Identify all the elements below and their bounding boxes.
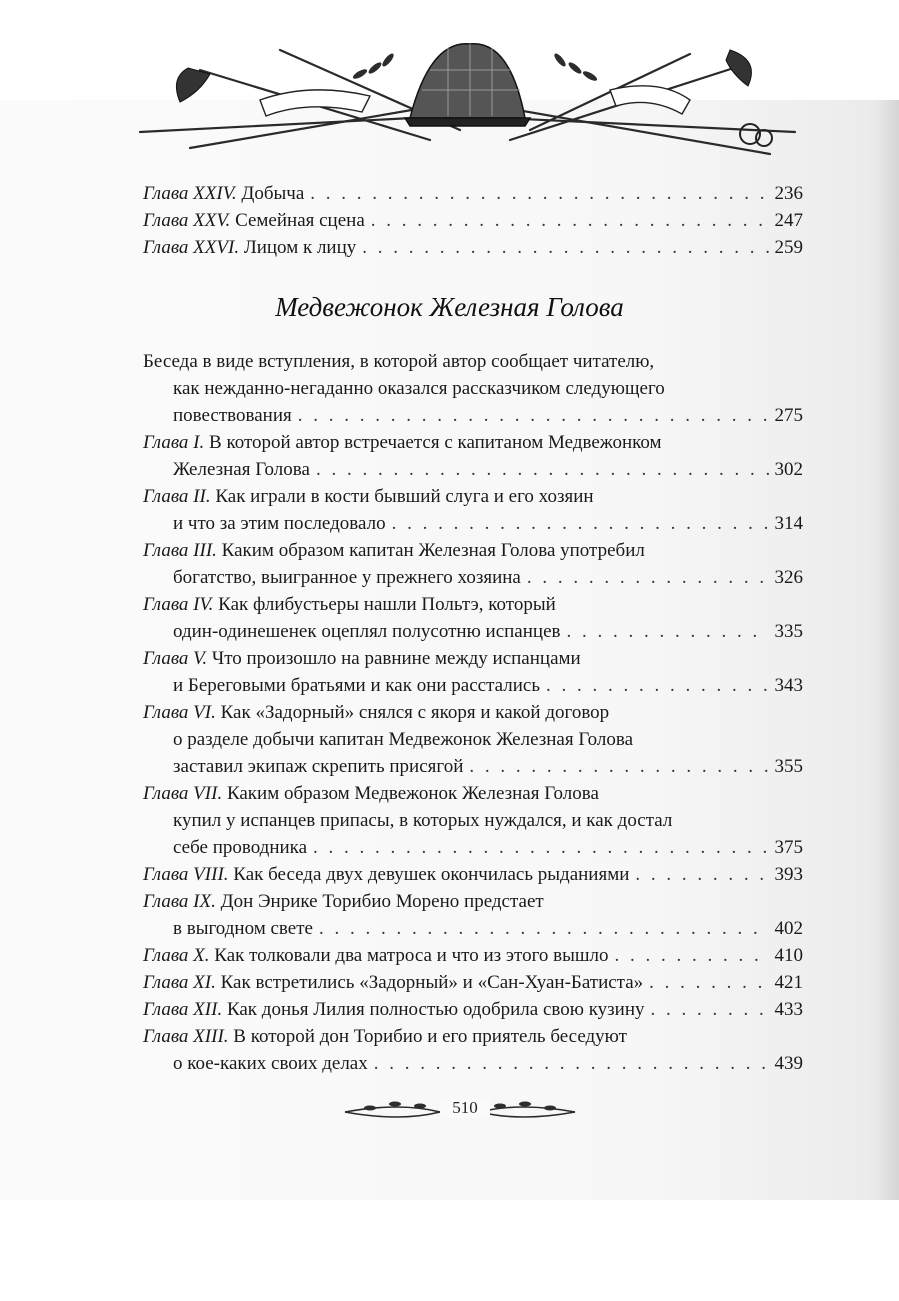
toc-previous-section xyxy=(143,180,803,261)
dot-leader xyxy=(316,456,769,483)
dot-leader xyxy=(392,510,769,537)
entry-line xyxy=(143,483,803,510)
entry-text: как нежданно-негаданно оказался рассказчиком следующего xyxy=(173,378,665,399)
entry-text: купил у испанцев припасы, в которых нуждался, и как достал xyxy=(173,810,673,831)
entry-text: Как «Задорный» снялся с якоря и какой договор xyxy=(220,702,610,723)
chapter-label: Глава XXVI. xyxy=(143,237,240,258)
toc-entry xyxy=(143,780,803,861)
page-ref: 402 xyxy=(774,918,803,939)
entry-text: о кое-каких своих делах xyxy=(173,1053,368,1074)
page-ref: 335 xyxy=(774,621,803,642)
page-ref: 247 xyxy=(774,210,803,231)
entry-text: Каким образом капитан Железная Голова употребил xyxy=(221,540,645,561)
dot-leader xyxy=(298,402,769,429)
entry-last-line xyxy=(143,753,803,780)
page-ref: 302 xyxy=(774,459,803,480)
entry-line xyxy=(143,1023,803,1050)
toc-entry xyxy=(143,234,803,261)
page-ref: 259 xyxy=(774,237,803,258)
page-ref: 439 xyxy=(774,1053,803,1074)
helmet xyxy=(405,44,530,126)
entry-last-line xyxy=(143,1050,803,1077)
page-ref: 410 xyxy=(774,945,803,966)
toc-entry xyxy=(143,483,803,537)
dot-leader xyxy=(651,996,769,1023)
entry-text: Как играли в кости бывший слуга и его хозяин xyxy=(215,486,594,507)
toc-entry xyxy=(143,942,803,969)
page-number: 510 xyxy=(440,1098,490,1118)
page-ref: 433 xyxy=(774,999,803,1020)
dot-leader xyxy=(371,207,769,234)
chapter-label: Глава VIII. xyxy=(143,864,229,885)
dot-leader xyxy=(374,1050,769,1077)
toc-entry xyxy=(143,888,803,942)
toc-entry xyxy=(143,969,803,996)
page-ref: 375 xyxy=(774,837,803,858)
dot-leader xyxy=(649,969,768,996)
page-ref: 393 xyxy=(774,864,803,885)
entry-last-line xyxy=(143,915,803,942)
entry-text: Семейная сцена xyxy=(235,210,365,231)
page-ref: 314 xyxy=(774,513,803,534)
dot-leader xyxy=(362,234,768,261)
dot-leader xyxy=(313,834,768,861)
dot-leader xyxy=(469,753,768,780)
entry-last-line xyxy=(143,510,803,537)
chapter-label: Глава I. xyxy=(143,432,205,453)
entry-text: Как беседа двух девушек окончилась рыданиями xyxy=(233,864,630,885)
entry-text: заставил экипаж скрепить присягой xyxy=(173,756,464,777)
chapter-label: Глава XIII. xyxy=(143,1026,229,1047)
entry-text: один-одинешенек оцеплял полусотню испанцев xyxy=(173,621,561,642)
page-ref: 355 xyxy=(774,756,803,777)
dot-leader xyxy=(615,942,769,969)
entry-text: себе проводника xyxy=(173,837,308,858)
coiled-rope xyxy=(740,124,772,146)
toc-entry xyxy=(143,1023,803,1077)
entry-text: и Береговыми братьями и как они расстались xyxy=(173,675,540,696)
dot-leader xyxy=(546,672,769,699)
entry-line xyxy=(143,888,803,915)
entry-text: Дон Энрике Торибио Морено предстает xyxy=(220,891,544,912)
page-ref: 236 xyxy=(774,183,803,204)
entry-line xyxy=(143,591,803,618)
entry-text: в выгодном свете xyxy=(173,918,313,939)
entry-line xyxy=(143,780,803,807)
toc-entry xyxy=(143,180,803,207)
chapter-label: Глава X. xyxy=(143,945,210,966)
entry-text: Лицом к лицу xyxy=(243,237,357,258)
entry-text: Каким образом Медвежонок Железная Голова xyxy=(226,783,599,804)
page-ref: 275 xyxy=(774,405,803,426)
entry-text: богатство, выигранное у прежнего хозяина xyxy=(173,567,521,588)
entry-last-line xyxy=(143,672,803,699)
chapter-label: Глава IX. xyxy=(143,891,216,912)
weapons-trophy-ornament xyxy=(130,30,810,160)
entry-last-line xyxy=(143,180,803,207)
toc-entry xyxy=(143,699,803,780)
entry-last-line xyxy=(143,834,803,861)
entry-last-line xyxy=(143,456,803,483)
dot-leader xyxy=(319,915,769,942)
page-ref: 421 xyxy=(774,972,803,993)
chapter-label: Глава II. xyxy=(143,486,211,507)
chapter-label: Глава III. xyxy=(143,540,217,561)
chapter-label: Глава XI. xyxy=(143,972,216,993)
entry-last-line xyxy=(143,618,803,645)
toc-entry xyxy=(143,861,803,888)
entry-last-line xyxy=(143,942,803,969)
entry-line xyxy=(143,807,803,834)
chapter-label: Глава VII. xyxy=(143,783,223,804)
entry-line xyxy=(143,537,803,564)
entry-last-line xyxy=(143,969,803,996)
toc-entry xyxy=(143,591,803,645)
dot-leader xyxy=(310,180,768,207)
toc-entry xyxy=(143,537,803,591)
page-ref: 326 xyxy=(774,567,803,588)
dot-leader xyxy=(635,861,768,888)
entry-text: Как донья Лилия полностью одобрила свою кузину xyxy=(226,999,645,1020)
entry-text: Беседа в виде вступления, в которой автор сообщает читателю, xyxy=(143,351,655,372)
entry-text: и что за этим последовало xyxy=(173,513,386,534)
toc-entry xyxy=(143,996,803,1023)
entry-text: о разделе добычи капитан Медвежонок Железная Голова xyxy=(173,729,634,750)
chapter-label: Глава IV. xyxy=(143,594,214,615)
entry-text: Как встретились «Задорный» и «Сан-Хуан-Батиста» xyxy=(220,972,644,993)
book-spine-shadow xyxy=(877,100,899,1200)
entry-text: Как флибустьеры нашли Польтэ, который xyxy=(218,594,556,615)
page-ref: 343 xyxy=(774,675,803,696)
entry-line xyxy=(143,699,803,726)
toc-entry xyxy=(143,348,803,429)
entry-text: Железная Голова xyxy=(173,459,310,480)
dot-leader xyxy=(527,564,769,591)
entry-text: Как толковали два матроса и что из этого вышло xyxy=(214,945,609,966)
chapter-label: Глава XXIV. xyxy=(143,183,237,204)
entry-last-line xyxy=(143,861,803,888)
chapter-label: Глава VI. xyxy=(143,702,216,723)
entry-last-line xyxy=(143,402,803,429)
chapter-label: Глава XII. xyxy=(143,999,223,1020)
entry-last-line xyxy=(143,996,803,1023)
entry-line xyxy=(143,645,803,672)
entry-line xyxy=(143,726,803,753)
entry-text: повествования xyxy=(173,405,292,426)
entry-line xyxy=(143,429,803,456)
section-title: Медвежонок Железная Голова xyxy=(275,292,624,322)
entry-last-line xyxy=(143,234,803,261)
chapter-label: Глава XXV. xyxy=(143,210,231,231)
toc-list xyxy=(143,348,803,1077)
entry-line xyxy=(143,348,803,375)
entry-text: В которой дон Торибио и его приятель беседуют xyxy=(233,1026,627,1047)
entry-last-line xyxy=(143,564,803,591)
entry-text: Добыча xyxy=(241,183,305,204)
entry-text: Что произошло на равнине между испанцами xyxy=(211,648,581,669)
entry-last-line xyxy=(143,207,803,234)
dot-leader xyxy=(566,618,768,645)
toc-entry xyxy=(143,645,803,699)
toc-entry xyxy=(143,207,803,234)
chapter-label: Глава V. xyxy=(143,648,208,669)
entry-line xyxy=(143,375,803,402)
toc-entry xyxy=(143,429,803,483)
entry-text: В которой автор встречается с капитаном Медвежонком xyxy=(209,432,662,453)
